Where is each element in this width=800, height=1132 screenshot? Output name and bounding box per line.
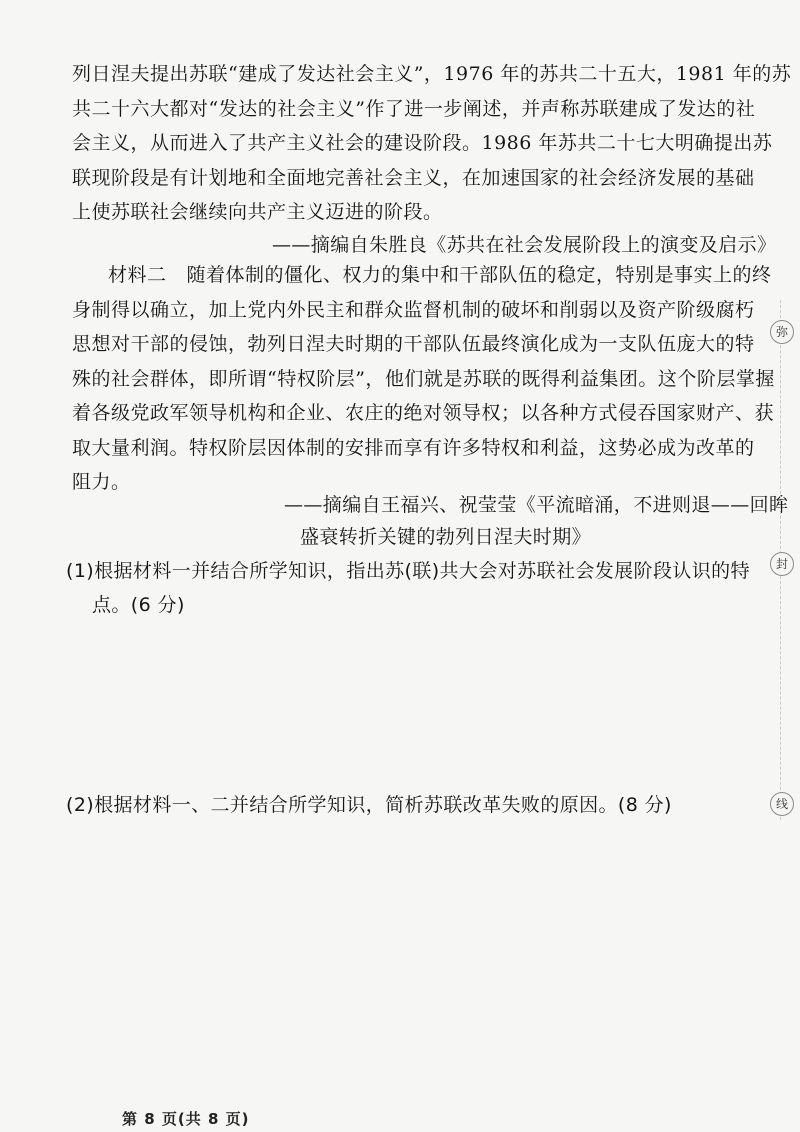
question-2: (2)根据材料一、二并结合所学知识，简析苏联改革失败的原因。(8 分) [66,794,672,816]
material2-line: 殊的社会群体，即所谓“特权阶层”，他们就是苏联的既得利益集团。这个阶层掌握 [72,367,775,390]
material2-line: 取大量利润。特权阶层因体制的安排而享有许多特权和利益，这势必成为改革的 [72,436,755,459]
material2-label: 材料二 [108,264,167,286]
material2-source-line1: ——摘编自王福兴、祝莹莹《平流暗涌，不进则退——回眸 [284,494,789,516]
material2-line: 随着体制的僵化、权力的集中和干部队伍的稳定，特别是事实上的终 [186,264,772,286]
material2-first-line [72,258,772,293]
material1-line: 会主义，从而进入了共产主义社会的建设阶段。1986 年苏共二十七大明确提出苏 [72,132,773,154]
material2-paragraph [72,258,775,500]
material1-line: 联现阶段是有计划地和全面地完善社会主义，在加速国家的社会经济发展的基础 [72,166,755,189]
question-1-line2: 点。(6 分) [92,594,185,616]
material2-line: 思想对干部的侵蚀，勃列日涅夫时期的干部队伍最终演化成为一支队伍庞大的特 [72,333,755,355]
binding-mark-feng: 封 [770,552,794,576]
material1-line: 共二十六大都对“发达的社会主义”作了进一步阐述，并声称苏联建成了发达的社 [72,97,756,120]
material2-line: 身制得以确立，加上党内外民主和群众监督机制的破坏和削弱以及资产阶级腐朽 [72,298,755,321]
material2-source-line2: 盛衰转折关键的勃列日涅夫时期》 [300,526,592,548]
material1-line: 上使苏联社会继续向共产主义迈进的阶段。 [72,201,443,223]
material2-line: 阻力。 [72,471,131,493]
binding-mark-xian: 线 [770,792,794,816]
page-footer: 第 8 页(共 8 页) [122,1110,250,1128]
question-1-line1: (1)根据材料一并结合所学知识，指出苏(联)共大会对苏联社会发展阶段认识的特 [66,560,750,582]
material2-line: 着各级党政军领导机构和企业、农庄的绝对领导权；以各种方式侵吞国家财产、获 [72,402,775,424]
material1-line: 列日涅夫提出苏联“建成了发达社会主义”，1976 年的苏共二十五大，1981 年的苏 [72,63,792,85]
material1-paragraph [72,57,792,230]
material1-source: ——摘编自朱胜良《苏共在社会发展阶段上的演变及启示》 [272,234,777,256]
binding-mark-mi: 弥 [770,320,794,344]
